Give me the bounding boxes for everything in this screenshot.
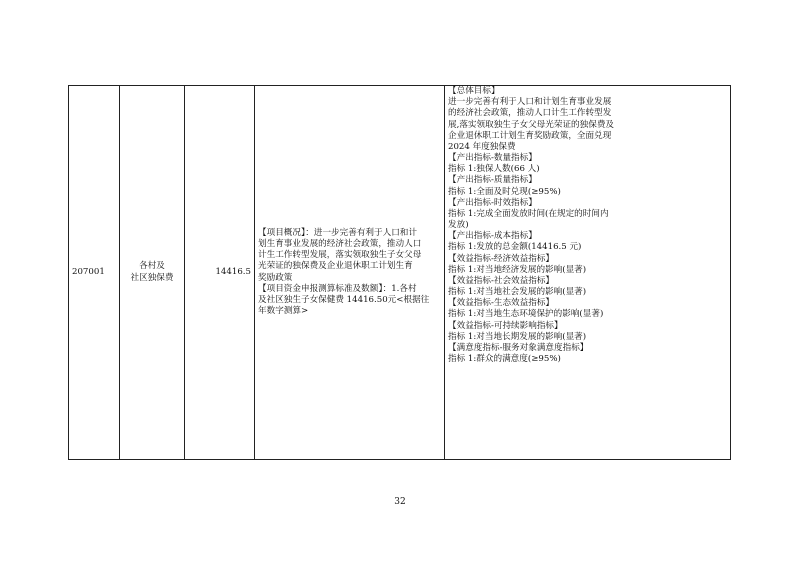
- goal-line: 指标 1:独保人数(66 人): [448, 164, 540, 175]
- goal-line: 指标 1:对当地生态环境保护的影响(显著): [448, 309, 604, 320]
- project-code-cell: 207001: [69, 86, 120, 460]
- goal-line: 指标 1:完成全面发放时间(在规定的时间内: [448, 208, 609, 219]
- goal-line: 指标 1:全面及时兑现(≥95%): [448, 186, 561, 197]
- budget-table: [68, 85, 731, 460]
- goal-line: 展,落实领取独生子女父母光荣证的独保费及: [448, 119, 615, 130]
- goal-line: 指标 1:对当地经济发展的影响(显著): [448, 264, 587, 275]
- goal-line: 2024 年度独保费: [448, 141, 516, 152]
- goal-line: 企业退休职工计划生育奖励政策，全面兑现: [448, 130, 612, 141]
- goal-line: 指标 1:发放的总金额(14416.5 元): [448, 242, 582, 253]
- description-line: 奖励政策: [258, 272, 293, 283]
- description-line: 计生工作转型发展，落实领取独生子女父母: [258, 250, 422, 261]
- goal-line: 【总体目标】: [448, 86, 500, 96]
- goal-line: 指标 1:群众的满意度(≥95%): [448, 354, 561, 365]
- goal-line: 指标 1:对当地长期发展的影响(显著): [448, 331, 587, 342]
- project-description-cell: [255, 86, 445, 460]
- description-line: 光荣证的独保费及企业退休职工计划生育: [258, 261, 413, 272]
- performance-goals-cell: [445, 86, 731, 460]
- description-line: 及社区独生子女保健费 14416.50元<根据往: [258, 294, 430, 305]
- goal-line: 发放): [448, 220, 469, 231]
- goal-line: 【效益指标-生态效益指标】: [448, 298, 555, 309]
- goal-line: 【效益指标-经济效益指标】: [448, 253, 555, 264]
- goal-line: 【效益指标-社会效益指标】: [448, 275, 555, 286]
- goal-line: 【产出指标-数量指标】: [448, 153, 537, 164]
- goal-line: 【产出指标-时效指标】: [448, 197, 537, 208]
- project-name-cell: [120, 86, 185, 460]
- project-name-line: 社区独保费: [130, 272, 174, 283]
- project-name-line: 各村及: [139, 261, 165, 272]
- goal-line: 【满意度指标-服务对象满意度指标】: [448, 342, 589, 353]
- goal-line: 指标 1:对当地社会发展的影响(显著): [448, 287, 587, 298]
- goal-line: 【产出指标-质量指标】: [448, 175, 537, 186]
- goal-line: 的经济社会政策，推动人口计生工作转型发: [448, 108, 612, 119]
- goal-line: 【产出指标-成本指标】: [448, 231, 537, 242]
- goal-line: 进一步完善有利于人口和计划生育事业发展: [448, 97, 612, 108]
- table-row: [69, 86, 731, 460]
- description-line: 【项目概况】：进一步完善有利于人口和计: [258, 227, 417, 238]
- goal-line: 【效益指标-可持续影响指标】: [448, 320, 563, 331]
- description-line: 年数字测算>: [258, 306, 309, 317]
- description-line: 【项目资金申报测算标准及数额】：1.各村: [258, 283, 417, 294]
- description-line: 划生育事业发展的经济社会政策，推动人口: [258, 238, 422, 249]
- amount-cell: 14416.5: [185, 86, 255, 460]
- page-number: 32: [394, 497, 406, 507]
